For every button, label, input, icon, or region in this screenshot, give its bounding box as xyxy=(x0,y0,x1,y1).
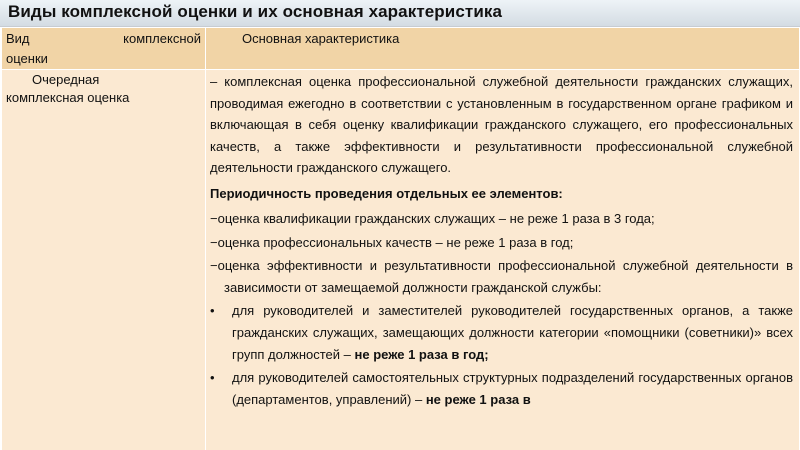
bullet-item xyxy=(210,300,793,365)
bullet-bold-text: не реже 1 раза в xyxy=(425,391,531,407)
table-row xyxy=(2,70,800,450)
header-type-line1: Вид комплексной xyxy=(6,31,201,46)
header-cell-type xyxy=(2,28,206,70)
bullet-text: для руководителей самостоятельных структурных подразделений государственных органов (департаментов, управлений) – xyxy=(232,370,793,407)
header-characteristic-label: Основная характеристика xyxy=(242,31,400,46)
table-header-row xyxy=(2,28,800,70)
bullet-item xyxy=(210,367,793,410)
bullet-text: для руководителей и заместителей руководителей государственных органов, а также гражданских служащих, замещающих должности категории «помощники (советники)» всех групп должностей – xyxy=(232,303,793,362)
list-item: −оценка квалификации гражданских служащих – не реже 1 раза в 3 года; xyxy=(210,210,655,226)
row-cell-type xyxy=(2,70,206,450)
row-cell-characteristic xyxy=(206,70,800,450)
definition-text: – комплексная оценка профессиональной служебной деятельности гражданских служащих, проводимая ежегодно в соответствии с установленным в государственном органе графиком и включающая в себя оценку квалификации гражданского служащего, его профессиональных качеств, а также эффективности и результативности профессиональной служебной деятельности гражданского служащего. xyxy=(210,74,793,176)
list-item: −оценка эффективности и результативности профессиональной служебной деятельности в зависимости от замещаемой должности гражданской службы: xyxy=(210,258,793,295)
bullet-bold-text: не реже 1 раза в год; xyxy=(354,346,489,362)
characteristics-table xyxy=(1,27,800,450)
header-cell-characteristic xyxy=(206,28,800,70)
header-type-line2: оценки xyxy=(6,51,48,66)
list-item: −оценка профессиональных качеств – не реже 1 раза в год; xyxy=(210,234,574,250)
row-type-line1: Очередная xyxy=(32,72,100,87)
row-type-line2: комплексная оценка xyxy=(6,90,130,105)
slide-title: Виды комплексной оценки и их основная характеристика xyxy=(8,2,503,21)
bullet-mark: • xyxy=(210,370,215,386)
title-bar xyxy=(0,0,800,27)
periodicity-heading: Периодичность проведения отдельных ее элементов: xyxy=(210,185,563,201)
bullet-mark: • xyxy=(210,303,215,319)
